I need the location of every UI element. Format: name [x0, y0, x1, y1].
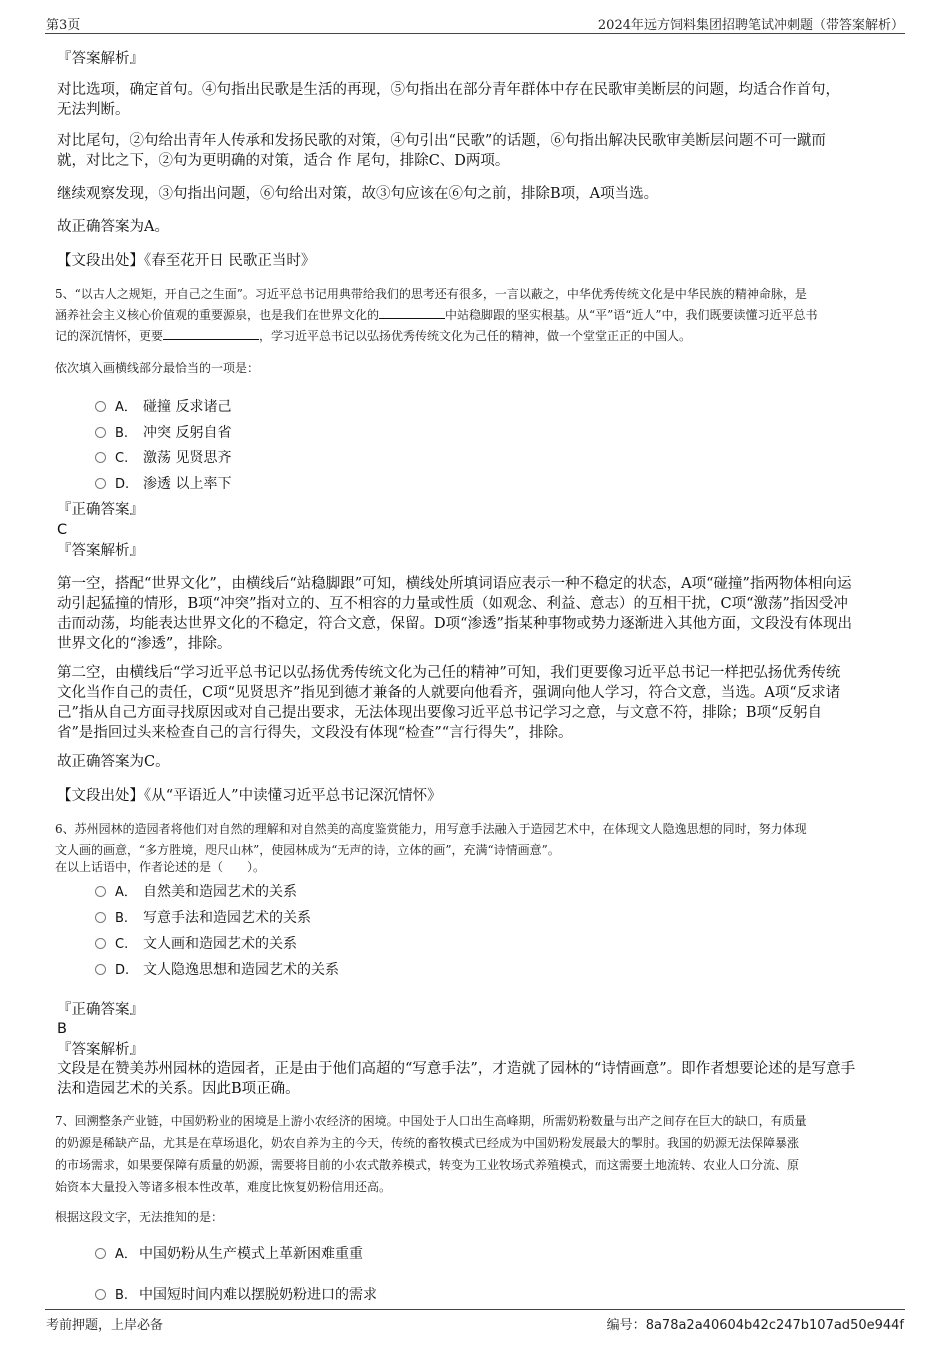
option-a[interactable]: A． 中国奶粉从生产模式上革新困难重重 — [95, 1243, 363, 1263]
option-d[interactable]: D. 渗透 以上率下 — [95, 473, 231, 493]
analysis-label: 『答案解析』 — [57, 1042, 144, 1058]
question-7-text: 7、回溯整条产业链，中国奶粉业的困境是上游小农经济的困境。中国处于人口出生高峰期，所需奶粉数量与出产之间存在巨大的缺口，有质量 的奶源是稀缺产品，尤其是在草场退化，奶农自养为主的今天，传统的畜牧模式已经成为中国奶粉发展最大的掣肘。我国的奶源无法保障暴涨 的市场需求，如果要保障有质量的奶源，需要将目前的小农式散养模式，转变为工业牧场式养殖模式，而这需要土地流转、农业人口分流、原 始资本大量投入等诸多根本性改革，难度比恢复奶粉信用还高。 — [55, 1114, 807, 1194]
question-6-text: 6、苏州园林的造园者将他们对自然的理解和对自然美的高度鉴赏能力，用写意手法融入于造园艺术中，在体现文人隐逸思想的同时，努力体现 文人画的画意，“多方胜境，咫尺山林”，使园林成为“无声的诗，立体的画”，充满“诗情画意”。 — [55, 822, 807, 857]
option-a[interactable]: A． 自然美和造园艺术的关系 — [95, 881, 297, 901]
option-b[interactable]: B. 中国短时间内难以摆脱奶粉进口的需求 — [95, 1284, 377, 1304]
analysis-paragraph: 对比选项，确定首句。④句指出民歌是生活的再现，⑤句指出在部分青年群体中存在民歌审美断层的问题，均适合作首句， 无法判断。 — [57, 82, 840, 118]
analysis-paragraph: 文段是在赞美苏州园林的造园者，正是由于他们高超的“写意手法”，才造就了园林的“诗情画意”。即作者想要论述的是写意手 法和造园艺术的关系。因此B项正确。 — [57, 1061, 856, 1097]
source-citation: 【文段出处】《从“平语近人”中读懂习近平总书记深沉情怀》 — [57, 788, 442, 804]
option-c[interactable]: C. 文人画和造园艺术的关系 — [95, 933, 297, 953]
radio-icon[interactable] — [95, 886, 106, 897]
option-a[interactable]: A． 碰撞 反求诸己 — [95, 396, 231, 416]
correct-answer: B — [57, 1021, 67, 1037]
radio-icon[interactable] — [95, 401, 106, 412]
analysis-label: 『答案解析』 — [57, 51, 144, 67]
document-code: 编号：8a78a2a40604b42c247b107ad50e944f — [606, 1318, 904, 1333]
radio-icon[interactable] — [95, 1289, 106, 1300]
header-divider — [45, 33, 905, 34]
question-7-prompt: 根据这段文字，无法推知的是： — [55, 1210, 224, 1224]
correct-answer: C — [57, 522, 68, 538]
footer-divider — [45, 1309, 905, 1310]
radio-icon[interactable] — [95, 912, 106, 923]
page-number: 第3页 — [46, 18, 81, 33]
analysis-paragraph: 对比尾句，②句给出青年人传承和发扬民歌的对策，④句引出“民歌”的话题，⑥句指出解决民歌审美断层问题不可一蹴而 就，对比之下，②句为更明确的对策，适合 作 尾句，排除C、D两项。 — [57, 133, 826, 169]
analysis-paragraph: 第一空，搭配“世界文化”，由横线后“站稳脚跟”可知，横线处所填词语应表示一种不稳定的状态，A项“碰撞”指两物体相向运 动引起猛撞的情形，B项“冲突”指对立的、互不相容的力量或性质（如观念、利益、意志）的互相干扰，C项“激荡”指因受冲 击而动荡，均能表达世界文化的不稳定，符合文意，保留。D项“渗透”指某种事物或势力逐渐进入其他方面，文段没有体现出 世界文化的“渗透”，排除。 — [57, 576, 852, 652]
option-d[interactable]: D. 文人隐逸思想和造园艺术的关系 — [95, 959, 339, 979]
radio-icon[interactable] — [95, 1248, 106, 1259]
option-c[interactable]: C. 激荡 见贤思齐 — [95, 447, 231, 467]
document-title: 2024年远方饲料集团招聘笔试冲刺题（带答案解析） — [597, 18, 904, 33]
option-b[interactable]: B. 写意手法和造园艺术的关系 — [95, 907, 311, 927]
answer-conclusion: 故正确答案为A。 — [57, 219, 169, 235]
analysis-label: 『答案解析』 — [57, 543, 144, 559]
radio-icon[interactable] — [95, 427, 106, 438]
question-6-prompt: 在以上话语中，作者论述的是（ ）。 — [55, 860, 266, 874]
question-5-text: 5、“以古人之规矩，开自己之生面”。习近平总书记用典带给我们的思考还有很多，一言以蔽之，中华优秀传统文化是中华民族的精神命脉，是 涵养社会主义核心价值观的重要源泉，也是我们在世界文化的 中站稳脚跟的坚实根基。从“平”语“近人”中，我们既要读懂习近平总书 记的深沉情怀，更要 ，学习近平总书记以弘扬优秀传统文化为己任的精神，做一个堂堂正正的中国人。 — [55, 287, 818, 343]
option-b[interactable]: B. 冲突 反躬自省 — [95, 422, 231, 442]
radio-icon[interactable] — [95, 478, 106, 489]
correct-answer-label: 『正确答案』 — [57, 502, 144, 518]
footer-slogan: 考前押题，上岸必备 — [46, 1318, 164, 1333]
radio-icon[interactable] — [95, 452, 106, 463]
correct-answer-label: 『正确答案』 — [57, 1002, 144, 1018]
source-citation: 【文段出处】《春至花开日 民歌正当时》 — [57, 253, 316, 269]
radio-icon[interactable] — [95, 938, 106, 949]
question-5-prompt: 依次填入画横线部分最恰当的一项是： — [55, 361, 260, 375]
radio-icon[interactable] — [95, 964, 106, 975]
analysis-paragraph: 第二空，由横线后“学习近平总书记以弘扬优秀传统文化为己任的精神”可知，我们更要像习近平总书记一样把弘扬优秀传统 文化当作自己的责任，C项“见贤思齐”指见到德才兼备的人就要向他看齐，强调向他人学习，符合文意，当选。A项“反求诸 己”指从自己方面寻找原因或对自己提出要求，无法体现出要像习近平总书记学习之意，与文意不符，排除；B项“反躬自 省”是指回过头来检查自己的言行得失，文段没有体现“检查”“言行得失”，排除。 — [57, 665, 841, 741]
answer-conclusion: 故正确答案为C。 — [57, 754, 170, 770]
analysis-paragraph: 继续观察发现，③句指出问题，⑥句给出对策，故③句应该在⑥句之前，排除B项，A项当选。 — [57, 186, 659, 202]
